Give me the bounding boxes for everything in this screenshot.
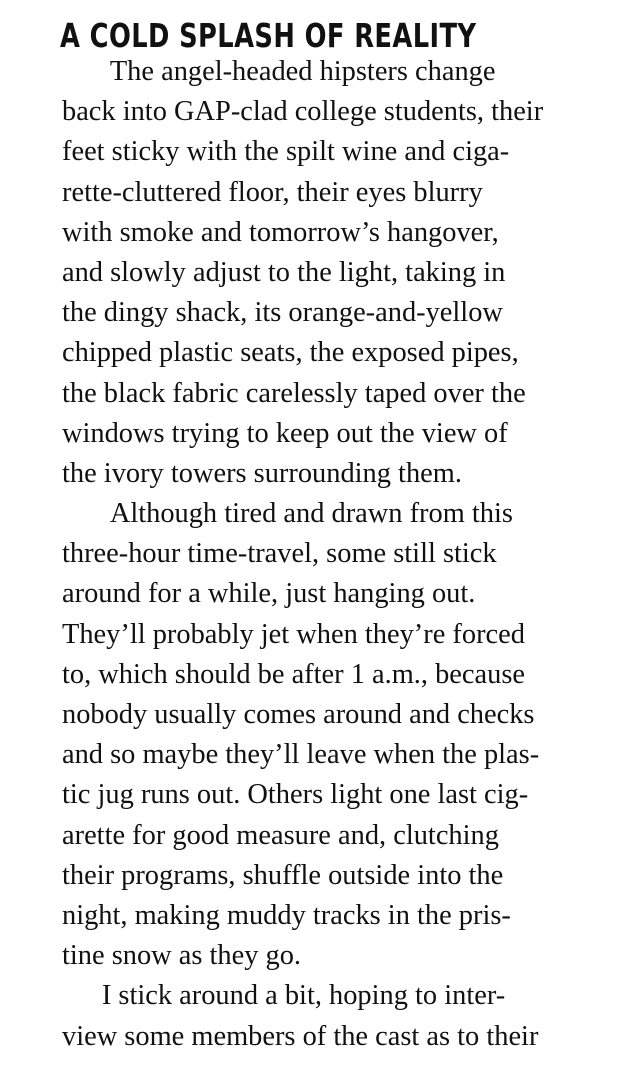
text-line: around for a while, just hanging out. xyxy=(62,578,476,610)
text-line: feet sticky with the spilt wine and ciga- xyxy=(62,136,510,168)
text-line: nobody usually comes around and checks xyxy=(62,699,535,730)
text-line: rette-cluttered floor, their eyes blurry xyxy=(62,176,483,208)
text-line: the ivory towers surrounding them. xyxy=(62,457,462,489)
text-line: chipped plastic seats, the exposed pipes, xyxy=(62,337,519,369)
article-body xyxy=(62,52,642,1057)
text-line: I stick around a bit, hoping to inter- xyxy=(101,980,506,1012)
text-line: with smoke and tomorrow’s hangover, xyxy=(62,216,499,248)
text-line: view some members of the cast as to their xyxy=(62,1020,539,1052)
text-line: three-hour time-travel, some still stick xyxy=(62,538,497,570)
text-line: the dingy shack, its orange-and-yellow xyxy=(62,297,503,329)
text-line: and slowly adjust to the light, taking in xyxy=(62,256,506,288)
text-line: night, making muddy tracks in the pris- xyxy=(62,899,511,931)
text-line: windows trying to keep out the view of xyxy=(62,417,508,449)
section-heading: A COLD SPLASH OF REALITY xyxy=(60,16,477,55)
text-line: back into GAP-clad college students, their xyxy=(62,96,544,128)
text-line: The angel-headed hipsters change xyxy=(109,56,496,87)
text-line: They’ll probably jet when they’re forced xyxy=(62,618,525,650)
text-line: tic jug runs out. Others light one last cig- xyxy=(62,779,529,811)
text-line: to, which should be after 1 a.m., because xyxy=(62,658,525,690)
text-line: the black fabric carelessly taped over the xyxy=(62,377,526,409)
text-line: and so maybe they’ll leave when the plas- xyxy=(62,739,540,771)
text-line: Although tired and drawn from this xyxy=(109,498,513,530)
text-line: arette for good measure and, clutching xyxy=(62,819,499,851)
text-line: their programs, shuffle outside into the xyxy=(62,859,504,891)
text-line: tine snow as they go. xyxy=(62,940,302,972)
